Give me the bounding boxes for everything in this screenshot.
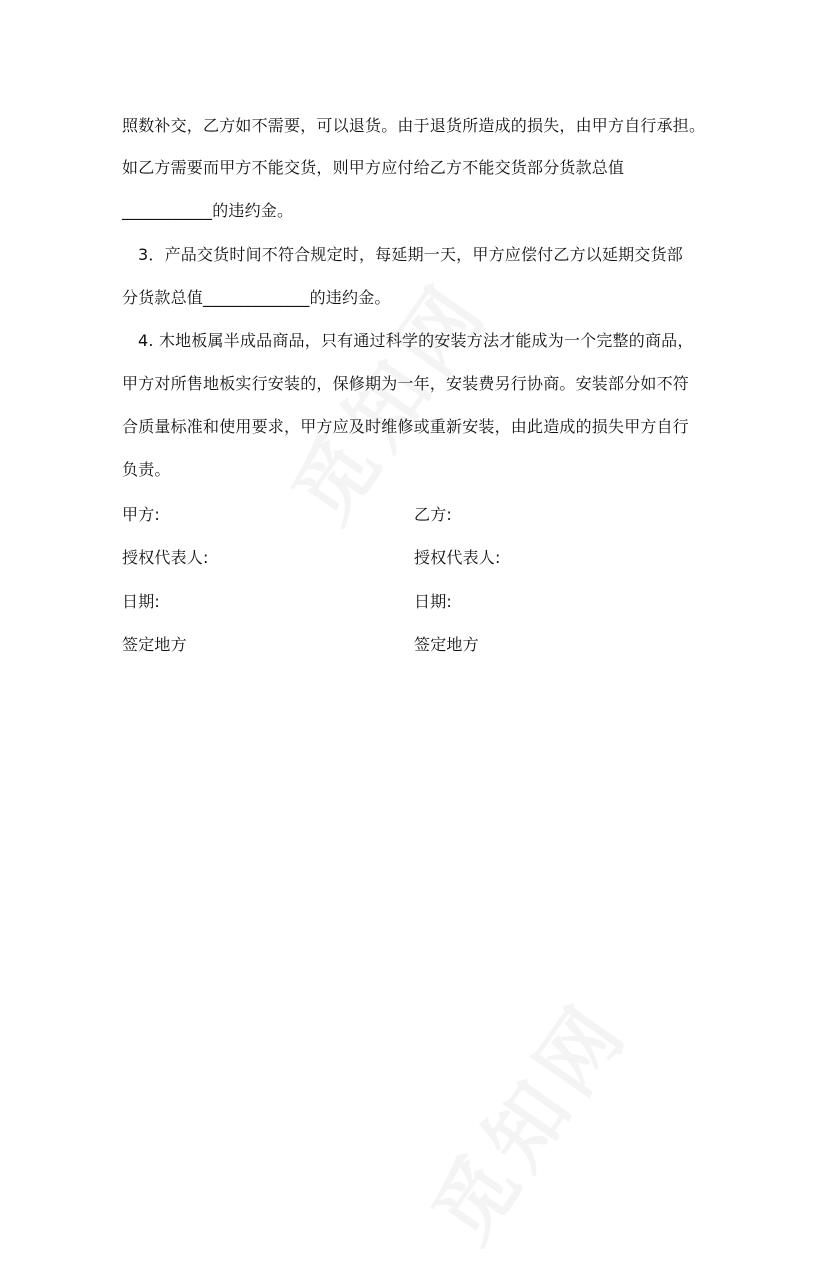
paragraph-line: ___________的违约金。 bbox=[122, 201, 294, 220]
clause-4-line: 4. 木地板属半成品商品，只有通过科学的安装方法才能成为一个完整的商品， bbox=[138, 331, 694, 350]
place-b-label: 签定地方 bbox=[414, 635, 479, 654]
paragraph-line: 合质量标准和使用要求，甲方应及时维修或重新安装，由此造成的损失甲方自行 bbox=[122, 417, 690, 436]
rep-a-label: 授权代表人: bbox=[122, 548, 209, 567]
paragraph-line: 负责。 bbox=[122, 460, 171, 479]
clause-3-line: 3．产品交货时间不符合规定时，每延期一天，甲方应偿付乙方以延期交货部 bbox=[138, 245, 683, 264]
date-a-label: 日期: bbox=[122, 592, 160, 611]
paragraph-line: 甲方对所售地板实行安装的，保修期为一年，安装费另行协商。安装部分如不符 bbox=[122, 374, 690, 393]
paragraph-line: 分货款总值_____________的违约金。 bbox=[122, 288, 391, 307]
party-b-label: 乙方: bbox=[414, 505, 452, 524]
date-b-label: 日期: bbox=[414, 592, 452, 611]
paragraph-line: 照数补交，乙方如不需要，可以退货。由于退货所造成的损失，由甲方自行承担。 bbox=[122, 116, 706, 135]
watermark-bottom bbox=[400, 974, 649, 1261]
paragraph-line: 如乙方需要而甲方不能交货，则甲方应付给乙方不能交货部分货款总值 bbox=[122, 158, 625, 177]
rep-b-label: 授权代表人: bbox=[414, 548, 501, 567]
place-a-label: 签定地方 bbox=[122, 635, 187, 654]
party-a-label: 甲方: bbox=[122, 505, 160, 524]
